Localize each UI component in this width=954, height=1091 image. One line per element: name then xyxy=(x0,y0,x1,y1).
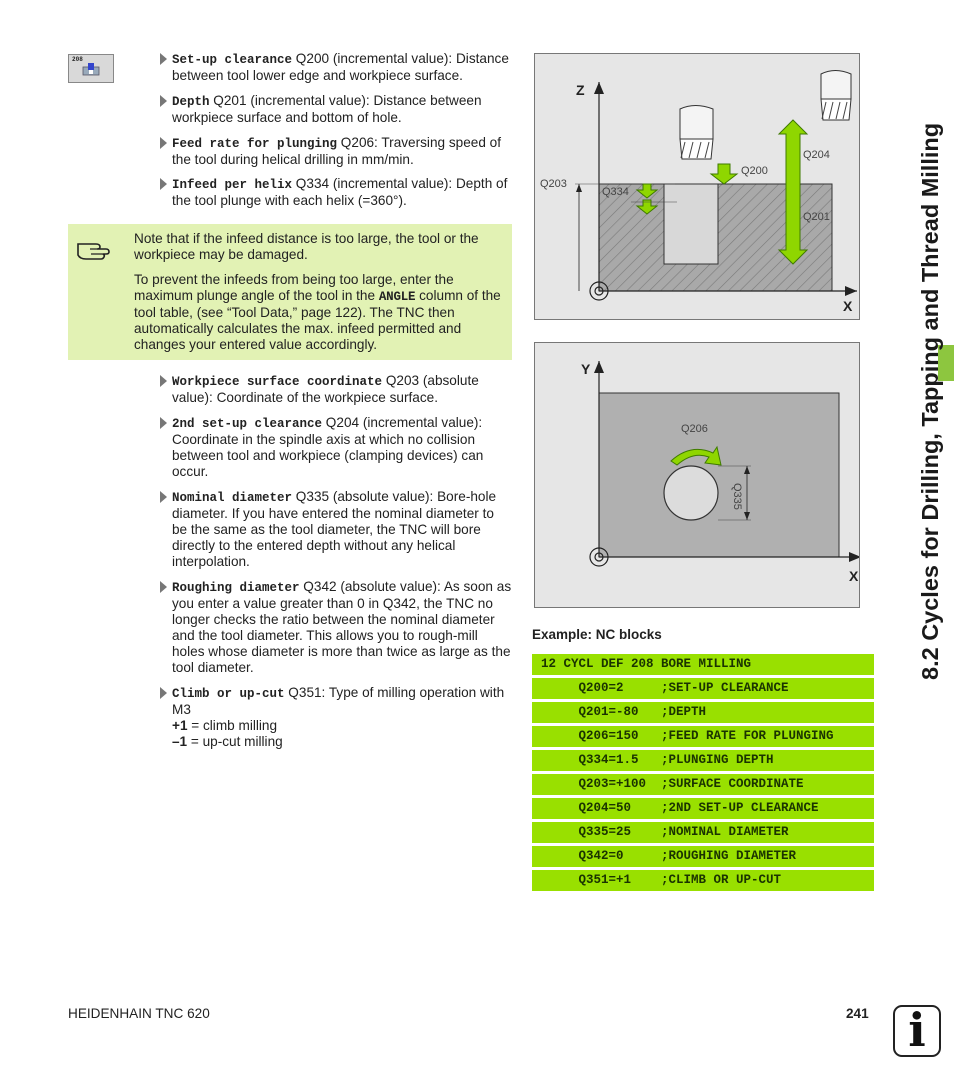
info-icon xyxy=(893,1005,941,1057)
param-depth xyxy=(160,93,512,126)
param-name: Feed rate for plunging xyxy=(172,137,338,151)
param-name: Infeed per helix xyxy=(172,178,293,192)
nc-row: Q206=150 ;FEED RATE FOR PLUNGING xyxy=(532,726,874,747)
nc-blocks-table xyxy=(532,654,874,894)
param-name: Climb or up-cut xyxy=(172,687,285,701)
drill-glyph-icon xyxy=(69,55,113,82)
label-q203: Q203 xyxy=(540,178,567,190)
bullet-arrow-icon xyxy=(160,581,167,593)
cycle-208-icon xyxy=(68,54,114,83)
footer-product: HEIDENHAIN TNC 620 xyxy=(68,1006,210,1021)
label-q335: Q335 xyxy=(731,483,743,510)
pointing-hand-icon xyxy=(76,236,112,262)
workpiece-plate xyxy=(599,393,839,557)
example-title: Example: NC blocks xyxy=(532,627,662,642)
param-name: Depth xyxy=(172,95,210,109)
param-name: Workpiece surface coordinate xyxy=(172,375,383,389)
param-desc: Q201 (incremental value): Distance between workpiece surface and bottom of hole. xyxy=(172,93,482,125)
param-roughing-diameter xyxy=(160,579,512,676)
note-text: column of the tool table, (see “Tool Data,” page 122). The TNC then automatically calculates the max. infeed permitted and changes your entered value accordingly. xyxy=(134,288,501,352)
side-view-diagram xyxy=(534,53,860,320)
option-value: –1 xyxy=(172,734,188,749)
param-name: 2nd set-up clearance xyxy=(172,417,323,431)
tool-right xyxy=(821,71,851,121)
axis-y-label: Y xyxy=(581,361,591,377)
top-view-diagram xyxy=(534,342,860,608)
label-q206: Q206 xyxy=(681,423,708,435)
param-desc: Q206: Traversing speed of the tool during helical drilling in mm/min. xyxy=(172,135,502,167)
option-value: +1 xyxy=(172,718,188,733)
param-infeed-per-helix xyxy=(160,176,512,209)
param-2nd-setup-clearance xyxy=(160,415,512,480)
chapter-title: 8.2 Cycles for Drilling, Tapping and Thread Milling xyxy=(917,122,943,680)
note-code: ANGLE xyxy=(378,290,416,304)
bullet-arrow-icon xyxy=(160,178,167,190)
bullet-arrow-icon xyxy=(160,417,167,429)
nc-row: Q200=2 ;SET-UP CLEARANCE xyxy=(532,678,874,699)
tool-left xyxy=(680,106,713,160)
note-paragraph-1: Note that if the infeed distance is too large, the tool or the workpiece may be damaged. xyxy=(134,231,479,262)
nc-row: Q204=50 ;2ND SET-UP CLEARANCE xyxy=(532,798,874,819)
nc-row: Q335=25 ;NOMINAL DIAMETER xyxy=(532,822,874,843)
note-box xyxy=(68,224,512,360)
bullet-arrow-icon xyxy=(160,375,167,387)
param-desc: Q204 (incremental value): Coordinate in the spindle axis at which no collision between tool and workpiece (clamping devices) can occur. xyxy=(172,415,484,479)
label-q200: Q200 xyxy=(741,165,768,177)
note-text: To prevent the infeeds from being too large, enter the maximum plunge angle of the tool in the xyxy=(134,272,454,303)
nc-row: Q351=+1 ;CLIMB OR UP-CUT xyxy=(532,870,874,891)
param-desc: Q342 (absolute value): As soon as you enter a value greater than 0 in Q342, the TNC no longer checks the ratio between the nominal diameter and the tool diameter. This allows you to rough-mill holes whose diameter is more than twice as large as the tool diameter. xyxy=(172,579,512,675)
axis-z-label: Z xyxy=(576,82,585,98)
param-workpiece-surface xyxy=(160,373,512,406)
param-name: Roughing diameter xyxy=(172,581,300,595)
bullet-arrow-icon xyxy=(160,137,167,149)
bullet-arrow-icon xyxy=(160,53,167,65)
param-climb-upcut xyxy=(160,685,512,750)
param-nominal-diameter xyxy=(160,489,512,570)
bullet-arrow-icon xyxy=(160,491,167,503)
nc-row: 12 CYCL DEF 208 BORE MILLING xyxy=(532,654,874,675)
bullet-arrow-icon xyxy=(160,687,167,699)
param-name: Set-up clearance xyxy=(172,53,293,67)
q200-arrow xyxy=(711,164,737,184)
axis-x-label: X xyxy=(849,568,859,584)
info-glyph: i xyxy=(908,1003,926,1057)
option-text: = climb milling xyxy=(187,718,278,733)
page-number: 241 xyxy=(846,1006,869,1021)
cycle-icon-label: 208 xyxy=(72,56,83,63)
nc-row: Q203=+100 ;SURFACE COORDINATE xyxy=(532,774,874,795)
param-desc: Q351: Type of milling operation with M3 xyxy=(172,685,505,717)
axis-x-label: X xyxy=(843,298,853,314)
label-q204: Q204 xyxy=(803,149,830,161)
nc-row: Q201=-80 ;DEPTH xyxy=(532,702,874,723)
bullet-arrow-icon xyxy=(160,95,167,107)
note-paragraph-2 xyxy=(134,272,504,353)
param-feed-rate-plunging xyxy=(160,135,512,168)
label-q201: Q201 xyxy=(803,211,830,223)
nc-row: Q334=1.5 ;PLUNGING DEPTH xyxy=(532,750,874,771)
param-name: Nominal diameter xyxy=(172,491,293,505)
nc-row: Q342=0 ;ROUGHING DIAMETER xyxy=(532,846,874,867)
param-desc: Q334 (incremental value): Depth of the tool plunge with each helix (=360°). xyxy=(172,176,508,208)
param-desc: Q335 (absolute value): Bore-hole diameter. If you have entered the nominal diameter to be the same as the tool diameter, the TNC will bore directly to the entered depth without any helical interpolation. xyxy=(172,489,497,569)
bore-hole xyxy=(664,466,718,520)
param-setup-clearance xyxy=(160,51,512,84)
param-desc: Q203 (absolute value): Coordinate of the workpiece surface. xyxy=(172,373,479,405)
option-text: = up-cut milling xyxy=(187,734,283,749)
param-desc: Q200 (incremental value): Distance between tool lower edge and workpiece surface. xyxy=(172,51,509,83)
label-q334: Q334 xyxy=(602,186,629,198)
